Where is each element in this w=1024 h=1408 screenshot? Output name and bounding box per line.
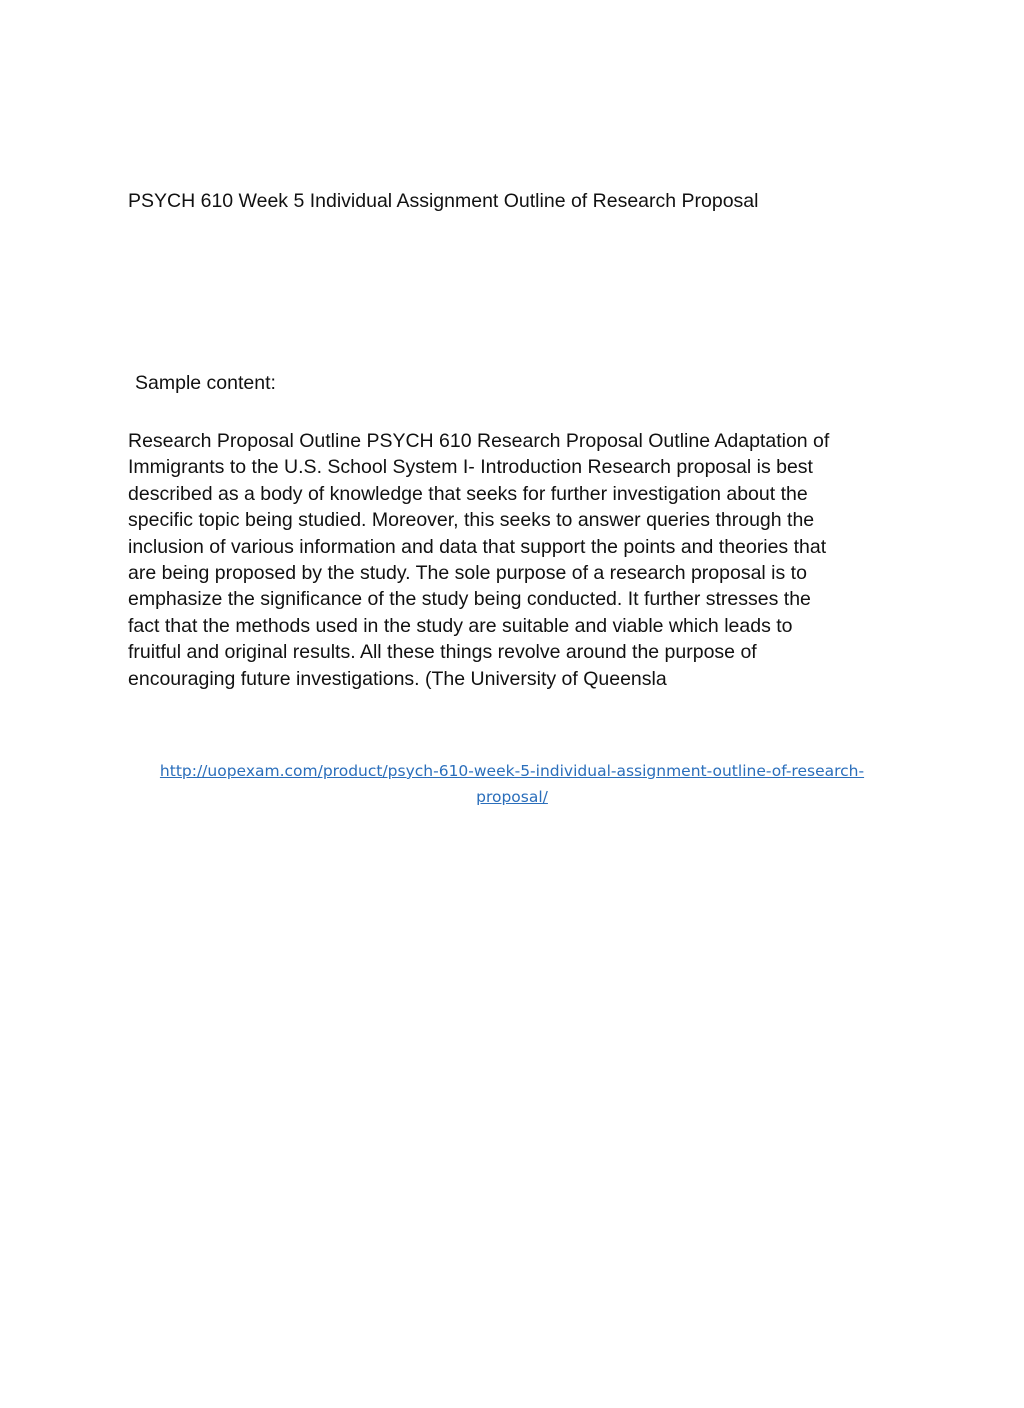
paragraph-line: emphasize the significance of the study being conducted. It further stresses the (128, 588, 811, 611)
paragraph-line: Research Proposal Outline PSYCH 610 Research Proposal Outline Adaptation of (128, 430, 830, 452)
paragraph-line: inclusion of various information and data that support the points and theories that (128, 535, 827, 558)
product-link-line[interactable]: proposal/ (476, 788, 548, 806)
sample-content-paragraph (128, 428, 908, 692)
sample-content-label: Sample content: (135, 372, 276, 394)
paragraph-line: are being proposed by the study. The sole purpose of a research proposal is to (128, 562, 807, 585)
paragraph-line: described as a body of knowledge that seeks for further investigation about the (128, 482, 808, 505)
paragraph-line: fact that the methods used in the study are suitable and viable which leads to (128, 614, 793, 637)
paragraph-line: specific topic being studied. Moreover, this seeks to answer queries through the (128, 509, 815, 532)
document-title: PSYCH 610 Week 5 Individual Assignment Outline of Research Proposal (128, 190, 759, 212)
paragraph-line: fruitful and original results. All these things revolve around the purpose of (128, 641, 757, 664)
product-link[interactable] (120, 758, 904, 810)
paragraph-line: encouraging future investigations. (The University of Queensla (128, 667, 667, 690)
product-link-line[interactable]: http://uopexam.com/product/psych-610-week-5-individual-assignment-outline-of-research- (159, 762, 865, 780)
paragraph-line: Immigrants to the U.S. School System I- Introduction Research proposal is best (128, 456, 813, 479)
